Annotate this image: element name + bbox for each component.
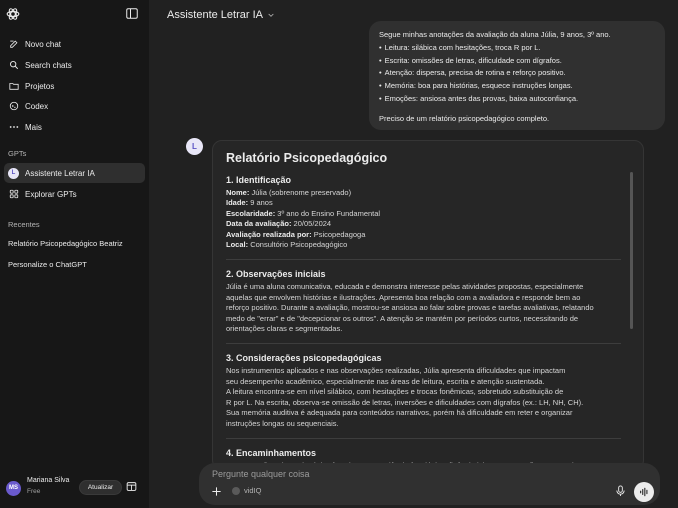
paragraph-line: A leitura encontra-se em nível silábico, com hesitações e trocas fonêmicas, sobretudo substituição de [226, 387, 564, 397]
field-label: Avaliação realizada por: [226, 229, 312, 239]
apps-icon[interactable] [126, 481, 137, 492]
user-message [369, 21, 665, 130]
list-item: • Atenção: dispersa, precisa de rotina e reforço positivo. [379, 67, 655, 80]
section-heading: 2. Observações iniciais [226, 269, 326, 280]
model-selector[interactable] [167, 9, 275, 21]
sidebar-item-assistente-letrar[interactable] [4, 163, 145, 183]
sidebar-item-codex[interactable] [4, 96, 145, 116]
user-name: Mariana Silva [27, 477, 70, 484]
message-input[interactable]: Pergunte qualquer coisa [212, 469, 310, 479]
user-message-closing: Preciso de um relatório psicopedagógico completo. [379, 113, 550, 123]
field-label: Idade: [226, 198, 249, 208]
paragraph-line: aquelas que envolvem histórias e ilustrações. Apresenta boa relação com a avaliadora e responde bem ao [226, 292, 581, 302]
voice-mode-button[interactable] [634, 482, 654, 502]
report-canvas[interactable] [212, 140, 644, 470]
field-value: Consultório Psicopedagógico [250, 240, 348, 250]
more-icon [8, 122, 19, 133]
sidebar-item-mais[interactable] [4, 117, 145, 137]
sidebar-item-label: Mais [25, 122, 42, 132]
divider [226, 438, 621, 439]
list-item: • Memória: boa para histórias, esquece instruções longas. [379, 80, 655, 93]
paragraph-line: R por L. Na escrita, observa-se omissão de letras, inversões e dificuldades com dígrafos (ex.: LH, NH, CH). [226, 397, 584, 407]
divider [226, 343, 621, 344]
user-account[interactable] [6, 476, 145, 500]
sidebar-header [0, 0, 149, 30]
sidebar-item-projetos[interactable] [4, 76, 145, 96]
gpts-heading: GPTs [8, 149, 27, 158]
chat-area [149, 0, 678, 508]
field-value: Júlia (sobrenome preservado) [251, 188, 352, 197]
list-item: • Emoções: ansiosa antes das provas, baixa autoconfiança. [379, 93, 655, 106]
grid-icon [8, 189, 19, 200]
paragraph-line: Nos instrumentos aplicados e nas observações realizadas, Júlia apresenta dificuldades que impactam [226, 366, 566, 376]
paragraph-line: seu desempenho acadêmico, especialmente nas áreas de leitura, escrita e atenção sustentada. [226, 376, 545, 386]
sidebar-item-label: Search chats [25, 60, 72, 70]
microphone-icon[interactable] [615, 485, 626, 497]
paragraph-line: Sua memória auditiva é adequada para conteúdos narrativos, porém há dificuldade em reter e organizar [226, 408, 573, 418]
recent-chat-item[interactable]: Personalize o ChatGPT [8, 260, 87, 269]
folder-icon [8, 81, 19, 92]
sidebar-item-label: Projetos [25, 81, 55, 91]
sidebar-item-explorar-gpts[interactable] [4, 184, 145, 204]
chevron-down-icon [267, 11, 275, 19]
section-heading: 1. Identificação [226, 175, 292, 185]
user-message-intro: Segue minhas anotações da avaliação da aluna Júlia, 9 anos, 3º ano. [379, 30, 611, 39]
model-name: Assistente Letrar IA [167, 9, 263, 21]
paragraph-line: orientações claras e segmentadas. [226, 324, 343, 334]
user-message-bullets [379, 42, 655, 106]
plus-icon[interactable] [211, 486, 222, 497]
paragraph-line: medo de "errar" e de "decepcionar os outros". A atenção se mantém por períodos curtos, necessitando de [226, 313, 579, 323]
field-value: 3º ano do Ensino Fundamental [277, 208, 381, 218]
recent-heading: Recentes [8, 220, 40, 229]
avatar[interactable]: MS [6, 481, 21, 496]
edit-icon [8, 39, 19, 50]
field-value: 9 anos [250, 198, 273, 208]
upgrade-button[interactable]: Atualizar [79, 480, 122, 495]
sidebar [0, 0, 149, 508]
report-title: Relatório Psicopedagógico [226, 151, 388, 165]
letrar-avatar: L [8, 168, 19, 179]
codex-icon [8, 101, 19, 112]
sidebar-toggle-icon[interactable] [126, 8, 138, 19]
list-item: • Leitura: silábica com hesitações, troca R por L. [379, 42, 655, 55]
sidebar-item-label: Novo chat [25, 39, 62, 49]
field-row [226, 198, 621, 208]
sidebar-item-search-chats[interactable] [4, 55, 145, 75]
field-value: Psicopedagoga [313, 229, 366, 239]
sidebar-item-label: Assistente Letrar IA [25, 168, 95, 178]
field-row [226, 219, 621, 229]
openai-logo-icon[interactable] [6, 7, 20, 21]
field-label: Local: [226, 240, 249, 250]
field-row [226, 188, 621, 198]
paragraph-line: Júlia é uma aluna comunicativa, educada e demonstra interesse pelas atividades propostas, especialmente [226, 282, 584, 292]
user-plan: Free [27, 488, 41, 495]
paragraph-line: reforço positivo. Durante a avaliação, mostrou-se ansiosa ao falar sobre provas e tarefas avaliativas, relatando [226, 303, 594, 313]
sidebar-item-novo-chat[interactable] [4, 34, 145, 54]
report-content [226, 151, 621, 470]
section-heading: 3. Considerações psicopedagógicas [226, 353, 382, 364]
vidiq-icon [232, 487, 240, 495]
sidebar-item-label: Explorar GPTs [25, 189, 77, 199]
report-scrollbar[interactable] [630, 172, 633, 329]
field-row [226, 209, 621, 219]
field-row [226, 230, 621, 240]
field-row [226, 240, 621, 250]
divider [226, 259, 621, 260]
search-icon [8, 60, 19, 71]
field-label: Data da avaliação: [226, 219, 292, 229]
field-value: 20/05/2024 [293, 219, 332, 229]
field-label: Nome: [226, 188, 250, 197]
field-label: Escolaridade: [226, 208, 276, 218]
section-heading: 4. Encaminhamentos [226, 447, 317, 458]
assistant-avatar: L [186, 138, 203, 155]
sidebar-item-label: Codex [25, 101, 49, 111]
waveform-icon [639, 487, 649, 497]
composer [199, 463, 660, 505]
list-item: • Escrita: omissões de letras, dificuldade com dígrafos. [379, 55, 655, 68]
tool-label: vidIQ [244, 486, 262, 495]
paragraph-line: instruções longas ou sequenciais. [226, 418, 339, 428]
tool-chip[interactable] [232, 486, 262, 495]
recent-chat-item[interactable]: Relatório Psicopedagógico Beatriz [8, 239, 123, 248]
